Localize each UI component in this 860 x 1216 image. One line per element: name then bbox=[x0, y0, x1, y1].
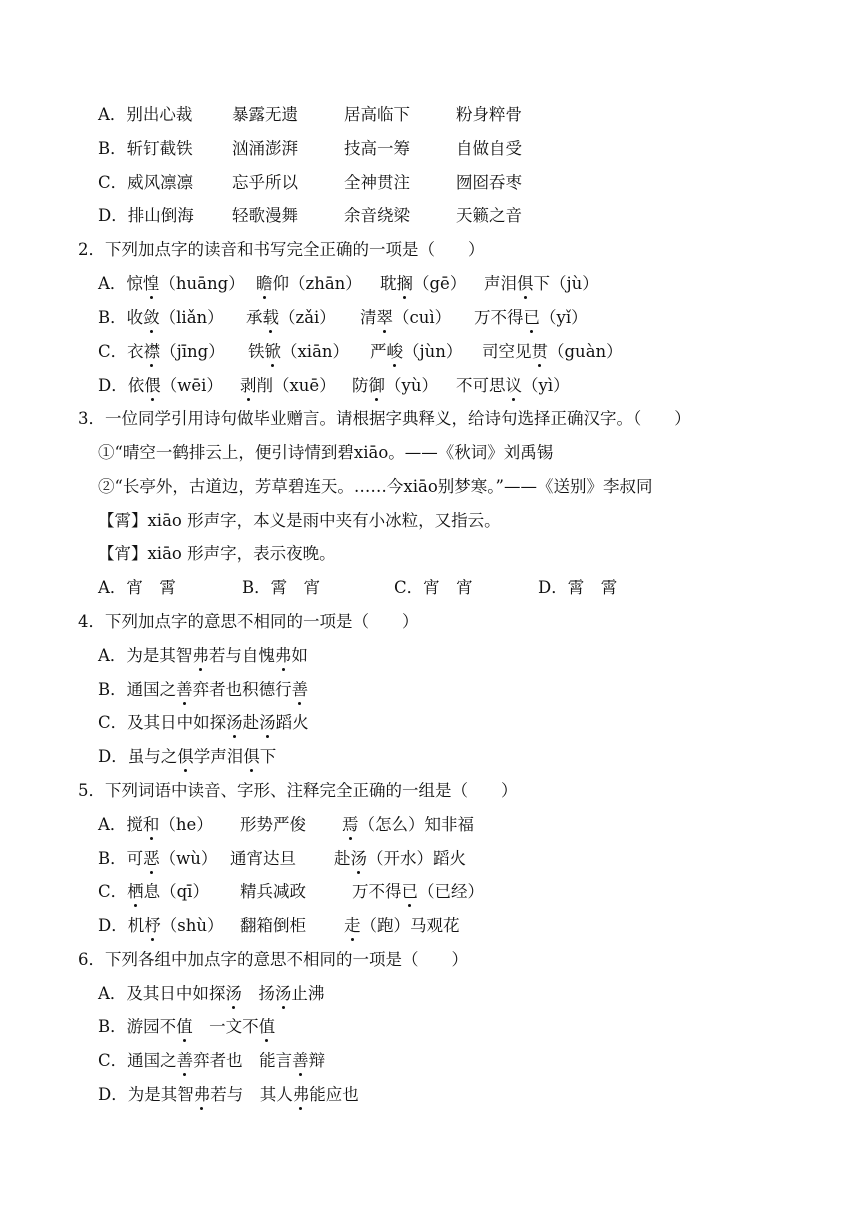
text: 衣 bbox=[127, 342, 144, 361]
pinyin: （huāng） bbox=[159, 274, 245, 293]
emphasis-char: 偎 bbox=[144, 374, 161, 398]
text: 依 bbox=[127, 376, 145, 395]
word: 居高临下 bbox=[344, 105, 410, 124]
word: 技高一筹 bbox=[344, 139, 410, 158]
q6-option-d bbox=[98, 1083, 359, 1107]
text: （跑）马观花 bbox=[360, 916, 460, 935]
pinyin: 削（xuē） bbox=[256, 376, 336, 395]
pinyin: （zǎi） bbox=[279, 308, 336, 327]
q3-stem: 3．一位同学引用诗句做毕业赠言。请根据字典释义，给诗句选择正确汉字。（ ） bbox=[78, 409, 691, 428]
pinyin: （liǎn） bbox=[159, 308, 224, 327]
text: D．机 bbox=[98, 916, 145, 935]
text: 辩 bbox=[308, 1051, 326, 1070]
pinyin: （wēi） bbox=[160, 376, 223, 395]
q3-dict-entry-2: 【宵】xiāo 形声字，表示夜晚。 bbox=[98, 544, 336, 563]
text: 严 bbox=[370, 342, 387, 361]
emphasis-char: 汤 bbox=[351, 847, 368, 871]
text: 弈者也积德行 bbox=[192, 680, 292, 699]
text: 赴 bbox=[242, 713, 260, 732]
word: 忘乎所以 bbox=[232, 173, 298, 192]
text: 止沸 bbox=[291, 984, 325, 1003]
text: D．虽与之 bbox=[98, 747, 178, 766]
pinyin: （jīng） bbox=[160, 342, 225, 361]
text: 仰（zhān） bbox=[272, 274, 362, 293]
text: 一文不 bbox=[192, 1017, 259, 1036]
emphasis-char: 瞻 bbox=[256, 272, 273, 296]
q4-option-a bbox=[98, 644, 308, 668]
emphasis-char: 剥 bbox=[240, 374, 257, 398]
word: 囫囵吞枣 bbox=[456, 173, 522, 192]
emphasis-char: 善 bbox=[176, 678, 193, 702]
emphasis-char: 翠 bbox=[377, 306, 394, 330]
q1-option-a bbox=[98, 103, 522, 127]
word: 暴露无遗 bbox=[232, 105, 298, 124]
emphasis-char: 汤 bbox=[225, 982, 242, 1006]
text: 若与 其人 bbox=[210, 1085, 293, 1104]
pinyin: 息（qī） bbox=[143, 882, 209, 901]
text: 不可思 bbox=[456, 376, 506, 395]
emphasis-char: 值 bbox=[176, 1015, 193, 1039]
q3-poem-2: ②“长亭外，古道边，芳草碧连天。……今xiāo别梦寒。”——《送别》李叔同 bbox=[98, 477, 653, 496]
word: 形势严俊 bbox=[240, 815, 306, 834]
emphasis-char: 已 bbox=[402, 880, 419, 904]
emphasis-char: 值 bbox=[259, 1015, 276, 1039]
word: 余音绕梁 bbox=[344, 206, 410, 225]
text: 司空见 bbox=[482, 342, 532, 361]
emphasis-char: 议 bbox=[506, 374, 523, 398]
emphasis-char: 俱 bbox=[177, 745, 194, 769]
q5-stem: 5．下列词语中读音、字形、注释完全正确的一组是（ ） bbox=[78, 781, 518, 800]
emphasis-char: 搁 bbox=[397, 272, 414, 296]
q6-option-b bbox=[98, 1015, 275, 1039]
text: A．搅 bbox=[98, 815, 143, 834]
option-b: B．霄 宵 bbox=[242, 578, 321, 597]
emphasis-char: 走 bbox=[344, 914, 361, 938]
word: 翻箱倒柜 bbox=[240, 916, 306, 935]
q5-option-d bbox=[98, 914, 460, 938]
pinyin: （shù） bbox=[160, 916, 224, 935]
q5-option-c bbox=[98, 880, 484, 904]
q2-option-a bbox=[98, 272, 599, 296]
word: 精兵减政 bbox=[240, 882, 306, 901]
pinyin: （yǐ） bbox=[540, 308, 588, 327]
q3-poem-1: ①“晴空一鹤排云上，便引诗情到碧xiāo。——《秋词》刘禹锡 bbox=[98, 443, 554, 462]
emphasis-char: 峻 bbox=[387, 340, 404, 364]
q5-option-a bbox=[98, 813, 474, 837]
emphasis-char: 弗 bbox=[293, 1083, 310, 1107]
q4-option-d bbox=[98, 745, 276, 769]
emphasis-char: 锨 bbox=[265, 340, 282, 364]
option-label: D．排山倒海 bbox=[98, 206, 194, 225]
word: 通宵达旦 bbox=[230, 849, 296, 868]
emphasis-char: 杼 bbox=[144, 914, 161, 938]
q1-option-b bbox=[98, 137, 522, 161]
q3-dict-entry-1: 【霄】xiāo 形声字，本义是雨中夹有小冰粒，又指云。 bbox=[98, 511, 501, 530]
word: 全神贯注 bbox=[344, 173, 410, 192]
text: 惊 bbox=[126, 274, 143, 293]
q4-option-c bbox=[98, 711, 309, 735]
text: 清 bbox=[360, 308, 377, 327]
text: 下 bbox=[259, 747, 277, 766]
text: 万不得 bbox=[474, 308, 524, 327]
text: （开水）蹈火 bbox=[367, 849, 466, 868]
q6-option-a bbox=[98, 982, 324, 1006]
emphasis-char: 善 bbox=[292, 1049, 309, 1073]
pinyin: （he） bbox=[159, 815, 213, 834]
emphasis-char: 贯 bbox=[532, 340, 549, 364]
q3-options bbox=[98, 576, 618, 600]
option-label: D． bbox=[98, 376, 128, 395]
emphasis-char: 焉 bbox=[342, 813, 359, 837]
emphasis-char: 弗 bbox=[192, 644, 209, 668]
option-d: D．霄 霄 bbox=[538, 578, 618, 597]
pinyin: （gē） bbox=[413, 274, 467, 293]
option-label: B．斩钉截铁 bbox=[98, 139, 193, 158]
q6-option-c bbox=[98, 1049, 325, 1073]
text: 若与自愧 bbox=[208, 646, 275, 665]
text: （已经） bbox=[418, 882, 484, 901]
emphasis-char: 和 bbox=[143, 813, 160, 837]
text: 扬 bbox=[241, 984, 275, 1003]
text: D．为是其智 bbox=[98, 1085, 194, 1104]
emphasis-char: 弗 bbox=[194, 1083, 211, 1107]
option-label: A．别出心裁 bbox=[98, 105, 193, 124]
text: 承 bbox=[246, 308, 263, 327]
q4-stem: 4．下列加点字的意思不相同的一项是（ ） bbox=[78, 612, 419, 631]
option-a: A．宵 霄 bbox=[98, 578, 176, 597]
text: 如 bbox=[291, 646, 308, 665]
text: 学声泪 bbox=[193, 747, 244, 766]
option-label: C．威风凛凛 bbox=[98, 173, 194, 192]
pinyin: （wù） bbox=[159, 849, 218, 868]
text: 声泪 bbox=[484, 274, 517, 293]
q1-option-c bbox=[98, 171, 522, 195]
q4-option-b bbox=[98, 678, 308, 702]
pinyin: （cuì） bbox=[393, 308, 452, 327]
q1-option-d bbox=[98, 204, 522, 228]
q2-stem: 2．下列加点字的读音和书写完全正确的一项是（ ） bbox=[78, 240, 485, 259]
text: （怎么）知非福 bbox=[358, 815, 474, 834]
emphasis-char: 御 bbox=[369, 374, 386, 398]
word: 轻歌漫舞 bbox=[232, 206, 298, 225]
emphasis-char: 汤 bbox=[275, 982, 292, 1006]
text: C．通国之 bbox=[98, 1051, 177, 1070]
emphasis-char: 襟 bbox=[144, 340, 161, 364]
pinyin: （yì） bbox=[522, 376, 570, 395]
text: 收 bbox=[126, 308, 144, 327]
pinyin: （yù） bbox=[385, 376, 438, 395]
q2-option-d bbox=[98, 374, 570, 398]
option-c: C．宵 宵 bbox=[394, 578, 473, 597]
word: 粉身粹骨 bbox=[456, 105, 522, 124]
emphasis-char: 俱 bbox=[243, 745, 260, 769]
option-label: A． bbox=[98, 274, 127, 293]
text: C． bbox=[98, 882, 128, 901]
text: A．为是其智 bbox=[98, 646, 193, 665]
emphasis-char: 俱 bbox=[517, 272, 534, 296]
text: 蹈火 bbox=[275, 713, 309, 732]
text: B．游园不 bbox=[98, 1017, 177, 1036]
word: 汹涌澎湃 bbox=[232, 139, 298, 158]
emphasis-char: 已 bbox=[524, 306, 541, 330]
q6-stem: 6．下列各组中加点字的意思不相同的一项是（ ） bbox=[78, 950, 468, 969]
word: 天籁之音 bbox=[456, 206, 522, 225]
text: C．及其日中如探 bbox=[98, 713, 227, 732]
option-label: B． bbox=[98, 308, 127, 327]
pinyin: （xiān） bbox=[281, 342, 350, 361]
text: 防 bbox=[352, 376, 369, 395]
q2-option-c bbox=[98, 340, 623, 364]
option-label: C． bbox=[98, 342, 128, 361]
emphasis-char: 恶 bbox=[143, 847, 160, 871]
emphasis-char: 惶 bbox=[143, 272, 160, 296]
emphasis-char: 善 bbox=[292, 678, 309, 702]
q2-option-b bbox=[98, 306, 588, 330]
emphasis-char: 汤 bbox=[226, 711, 243, 735]
emphasis-char: 弗 bbox=[275, 644, 292, 668]
emphasis-char: 载 bbox=[263, 306, 280, 330]
emphasis-char: 善 bbox=[177, 1049, 194, 1073]
text: 能应也 bbox=[309, 1085, 359, 1104]
emphasis-char: 栖 bbox=[127, 880, 144, 904]
pinyin: 下（jù） bbox=[533, 274, 599, 293]
text: B．通国之 bbox=[98, 680, 177, 699]
text: 铁 bbox=[248, 342, 265, 361]
emphasis-char: 敛 bbox=[143, 306, 160, 330]
emphasis-char: 汤 bbox=[259, 711, 276, 735]
text: 耽 bbox=[380, 274, 397, 293]
text: 万不得 bbox=[352, 882, 402, 901]
q5-option-b bbox=[98, 847, 466, 871]
text: 赴 bbox=[334, 849, 351, 868]
text: 弈者也 能言 bbox=[193, 1051, 293, 1070]
text: A．及其日中如探 bbox=[98, 984, 226, 1003]
word: 自做自受 bbox=[456, 139, 522, 158]
pinyin: （jùn） bbox=[403, 342, 463, 361]
pinyin: （guàn） bbox=[548, 342, 623, 361]
text: B．可 bbox=[98, 849, 144, 868]
